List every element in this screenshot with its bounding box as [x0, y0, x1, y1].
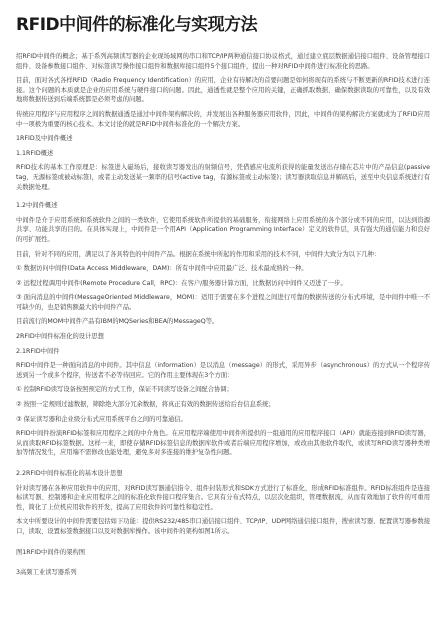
section-heading: 1RFID及中间件概述 [16, 135, 73, 143]
paragraph: ② 按照一定规则过滤数据，筛除绝大部分冗余数据，将真正有效的数据传送给后台信息系统； [16, 401, 275, 409]
paragraph: ③ 保证读写器和企业级分布式应用系统平台之间的可靠通信。 [16, 415, 187, 423]
paragraph: RFID中间件是一种面向消息的中间件。其中信息（information）是以消息（message）的形式，采用异步（asynchronous）的方式从一个程序传送到另一个或多个程序，传送者不必等待回应。它的作用主要体现在3个方面： [16, 362, 430, 379]
paragraph: ① 控制RFID读写设备按照预定的方式工作，保证不同读写设备之间配合协调； [16, 386, 233, 394]
paragraph: 针对读写器在各种应用软件中的应用，对RFID读写器通信指令、组件封装形式和SDK方式进行了标准化，形成RFID标准组件。RFID标准组件是连接标读写器、控制器和企业应用程序之间的标准化软件接口程序集合。它具有分布式特点，以层次化组织，管理数据流，从而有效地加了软件的可重用性，简化了上位机应用软件的开发，提高了应用软件的可靠性和稳定性。 [16, 484, 430, 511]
paragraph: 目前，针对不同的应用，满足以了各具特色的中间件产品。根据在系统中所起的作用和采用的技术不同，中间件大致分为以下几种： [16, 250, 381, 258]
paragraph: ① 数据访问中间件(Data Access Middleware，DAM)：所有中间件中应用最广泛、技术最成熟的一种。 [16, 265, 308, 273]
section-heading: 图1RFID中间件的架构图 [16, 548, 86, 556]
paragraph: RFID中间件扮演RFID标签和应用程序之间的中介角色。在应用程序端使用中间件所提供的一组通用的应用程序接口（API）就能连接到RFID读写器，从而读取RFID标签数据。这样一来，即使存储RFID标签信息的数据库软件或者后端应用程序增加，或改由其他软件取代，或读写RFID读写器种类增加等情况发生，应用端不需修改也能处理，避免多对多连接的维护复杂性问题。 [16, 430, 430, 457]
paragraph: ③ 面向消息的中间件(MessageOriented Middleware，MOM)：适用于需要在多个进程之间进行可靠的数据传送的分布式环境，是中间件中唯一不可缺少的，也是销售额最大的中间件产品。 [16, 294, 430, 311]
article-body [16, 52, 430, 578]
section-heading: 2.2RFID中间件标准化的基本设计思想 [16, 470, 123, 477]
paragraph: 中间件是介于应用系统和系统软件之间的一类软件，它使用系统软件所提供的基础服务，衔接网络上应用系统的各个部分或不同的应用，以达到资源共享、功能共享的目的。在具体实现上，中间件是一个用API（Application Programming Interface）定义的软件层，具有强大的通信能力和良好的可扩展性。 [16, 216, 430, 243]
paragraph: 目前，面对各式各样RFID（Radio Frequency Identification）的应用，企业有待解决的首要问题是如何将现有的系统与不断更新的RFID技术进行连接。这个问题的本质就是企业的应用系统与硬件接口的问题。因此，通透性就是整个应用的关键，正确抓取数据、确保数据读取的可靠性，以及有效地将数据传送到后端系统都是必须考虑的问题。 [16, 77, 430, 104]
paragraph: 传统应用程序与应用程序之间的数据通透是通过中间件架构解决的，并发展出各种服务器应用软件，因此，中间件的架构解决方案就成为了RFID应用中一项极为重要的核心技术。本文讨论的就是RFID中间件标准化的一个解决方案。 [16, 110, 430, 128]
paragraph: ② 远程过程调用中间件(Remote Procedure Call，RPC)：在客户/服务器计算方面，比数据访问中间件又迈进了一步。 [16, 279, 347, 287]
page-title: RFID中间件的标准化与实现方法 [16, 15, 258, 35]
section-heading: 3高频工业读写器系列 [16, 569, 77, 577]
section-heading: 1.1RFID概述 [16, 149, 54, 157]
paragraph: 绍RFID中间件的概念；基于系列高频读写器的企业现场域网的串口和TCP/IP两种通信接口协议格式，通过建立底层数据通信接口组件、设备管理接口组件、设备参数接口组件、对标签读写操作接口组件和数据库接口组件5个接口组件，提出一种对RFID中间件进行标准化的思路。 [16, 53, 430, 70]
paragraph: 目前流行的MOM中间件产品有IBM的MQSeries和BEA的MessageQ等。 [16, 318, 219, 326]
paragraph: RFID技术的基本工作原理是：标签进入磁场后，接收读写器发出的射频信号，凭借感应电流所获得的能量发送出存储在芯片中的产品信息(passive tag，无源标签或被动标签)，或者主动发送某一频率的信号(active tag，有源标签或主动标签)；读写器读取信息并解码后，送至中央信息系统进行有关数据处理。 [16, 164, 430, 191]
section-heading: 1.2中间件概述 [16, 202, 58, 210]
section-heading: 2.1RFID中间件 [16, 347, 60, 355]
paragraph: 本文中所要设计的中间件需要包括如下功能：提供RS232/485串口通信接口组件、TCP/IP、UDP网络通信接口组件，搜索读写器、配置读写器参数接口，读取、设置标签数据接口以及对数据库操作。该中间件的架构如图1所示。 [16, 518, 430, 535]
section-heading: 2RFID中间件标准化的设计思想 [16, 333, 104, 341]
